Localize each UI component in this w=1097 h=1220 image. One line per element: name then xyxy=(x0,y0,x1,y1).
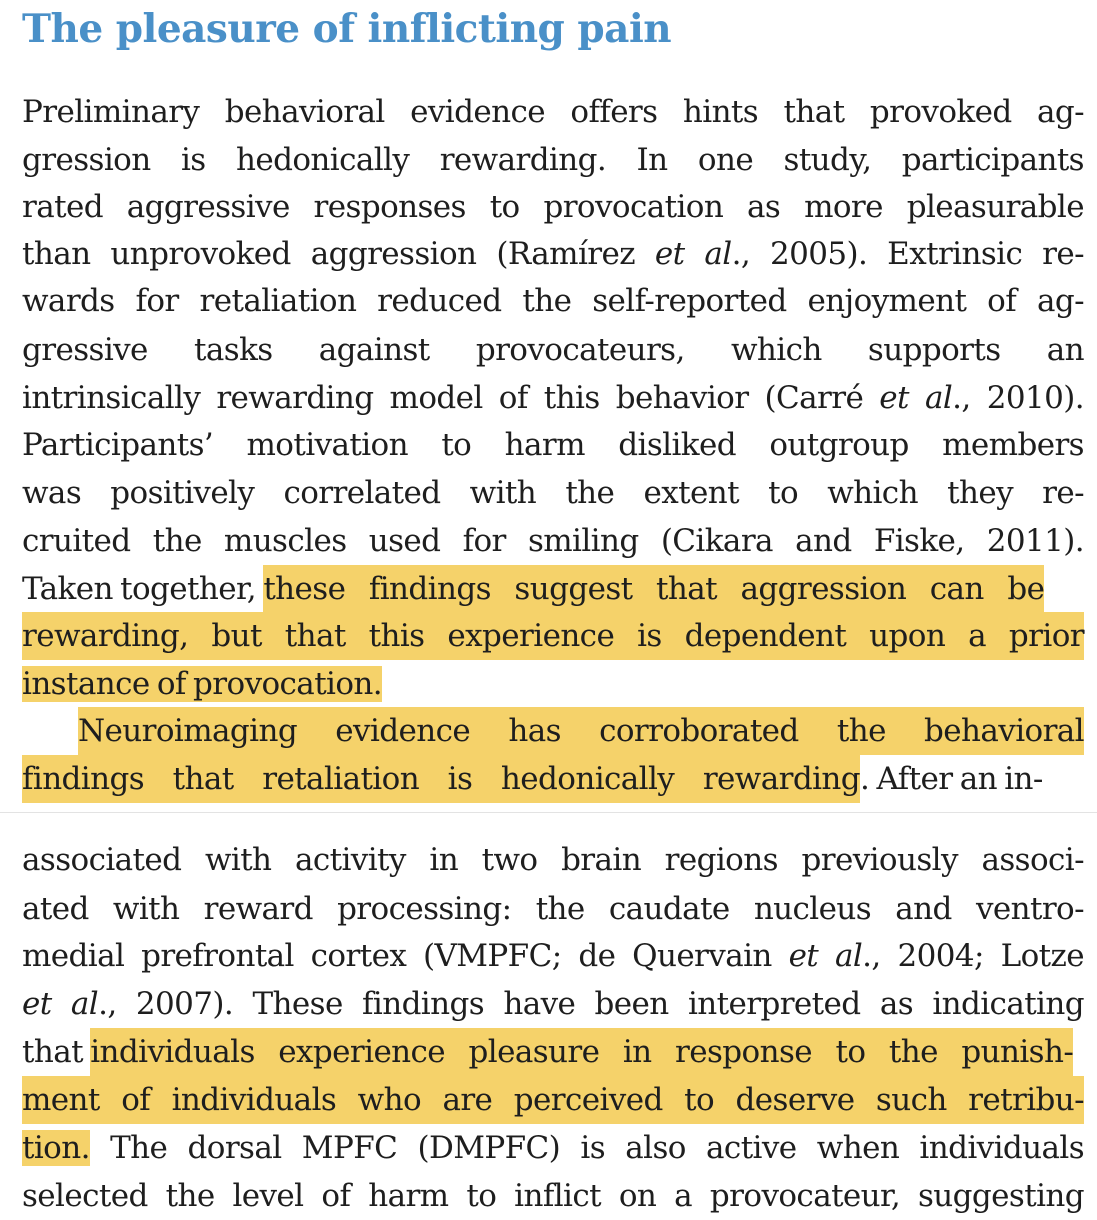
paragraph-line: was positively correlated with the extent to which they re- xyxy=(22,475,1084,511)
paragraph-line: ated with reward processing: the caudate nucleus and ventro- xyxy=(22,891,1084,927)
paragraph-line xyxy=(22,1124,1084,1172)
paragraph-line: gression is hedonically rewarding. In one study, participants xyxy=(22,142,1084,178)
paragraph-line xyxy=(22,755,1084,803)
text-run: than unprovoked aggression (Ramírez xyxy=(22,236,655,272)
text-run: . After an in- xyxy=(860,761,1043,797)
citation-etal: et al xyxy=(879,380,953,416)
highlight: individuals experience pleasure in response to the punish- xyxy=(90,1028,1073,1076)
paragraph-line xyxy=(22,980,1084,1028)
text-run: The dorsal MPFC (DMPFC) is also active when individuals xyxy=(89,1130,1084,1166)
citation-etal: et al xyxy=(22,986,99,1022)
text-run: intrinsically rewarding model of this behavior (Carré xyxy=(22,380,880,416)
paragraph-line xyxy=(22,1028,1084,1076)
highlight: tion. xyxy=(22,1130,90,1166)
highlight: these findings suggest that aggression can be xyxy=(263,565,1044,613)
highlight: Neuroimaging evidence has corroborated the behavioral xyxy=(78,707,1084,755)
text-run: ., 2010). xyxy=(952,380,1084,416)
citation-etal: et al xyxy=(654,236,732,272)
highlight: findings that retaliation is hedonically rewarding xyxy=(22,755,860,803)
citation-etal: et al xyxy=(788,938,863,974)
paragraph-line xyxy=(22,374,1084,422)
paragraph-line xyxy=(22,1076,1084,1124)
paragraph-line xyxy=(22,660,1084,708)
paragraph-line: cruited the muscles used for smiling (Cikara and Fiske, 2011). xyxy=(22,523,1084,559)
text-run: medial prefrontal cortex (VMPFC; de Quervain xyxy=(22,938,789,974)
paragraph-line: associated with activity in two brain regions previously associ- xyxy=(22,842,1084,878)
paragraph-line: gressive tasks against provocateurs, which supports an xyxy=(22,332,1084,368)
highlight: rewarding, but that this experience is dependent upon a prior xyxy=(22,612,1084,660)
paragraph-line: wards for retaliation reduced the self-reported enjoyment of ag- xyxy=(22,283,1084,319)
crop-divider xyxy=(0,812,1097,813)
text-run: ., 2007). These findings have been interpreted as indicating xyxy=(98,986,1084,1022)
paragraph-line: Preliminary behavioral evidence offers hints that provoked ag- xyxy=(22,94,1084,130)
section-title: The pleasure of inflicting pain xyxy=(22,6,672,52)
paragraph-line xyxy=(22,230,1084,278)
text-run: Taken together, xyxy=(22,571,264,607)
text-run: ., 2005). Extrinsic re- xyxy=(731,236,1084,272)
text-run: ., 2004; Lotze xyxy=(862,938,1084,974)
paragraph-line xyxy=(22,565,1084,613)
paragraph-line xyxy=(22,612,1084,660)
crop-seam xyxy=(0,812,1097,832)
text-run: that xyxy=(22,1034,91,1070)
paragraph-line xyxy=(22,932,1084,980)
paragraph-line xyxy=(78,707,1084,755)
highlight: ment of individuals who are perceived to deserve such retribu- xyxy=(22,1076,1084,1124)
paragraph-line: rated aggressive responses to provocation as more pleasurable xyxy=(22,189,1084,225)
highlight: instance of provocation. xyxy=(22,666,383,702)
paragraph-line: selected the level of harm to inflict on a provocateur, suggesting xyxy=(22,1178,1084,1214)
paragraph-line: Participants’ motivation to harm disliked outgroup members xyxy=(22,427,1084,463)
